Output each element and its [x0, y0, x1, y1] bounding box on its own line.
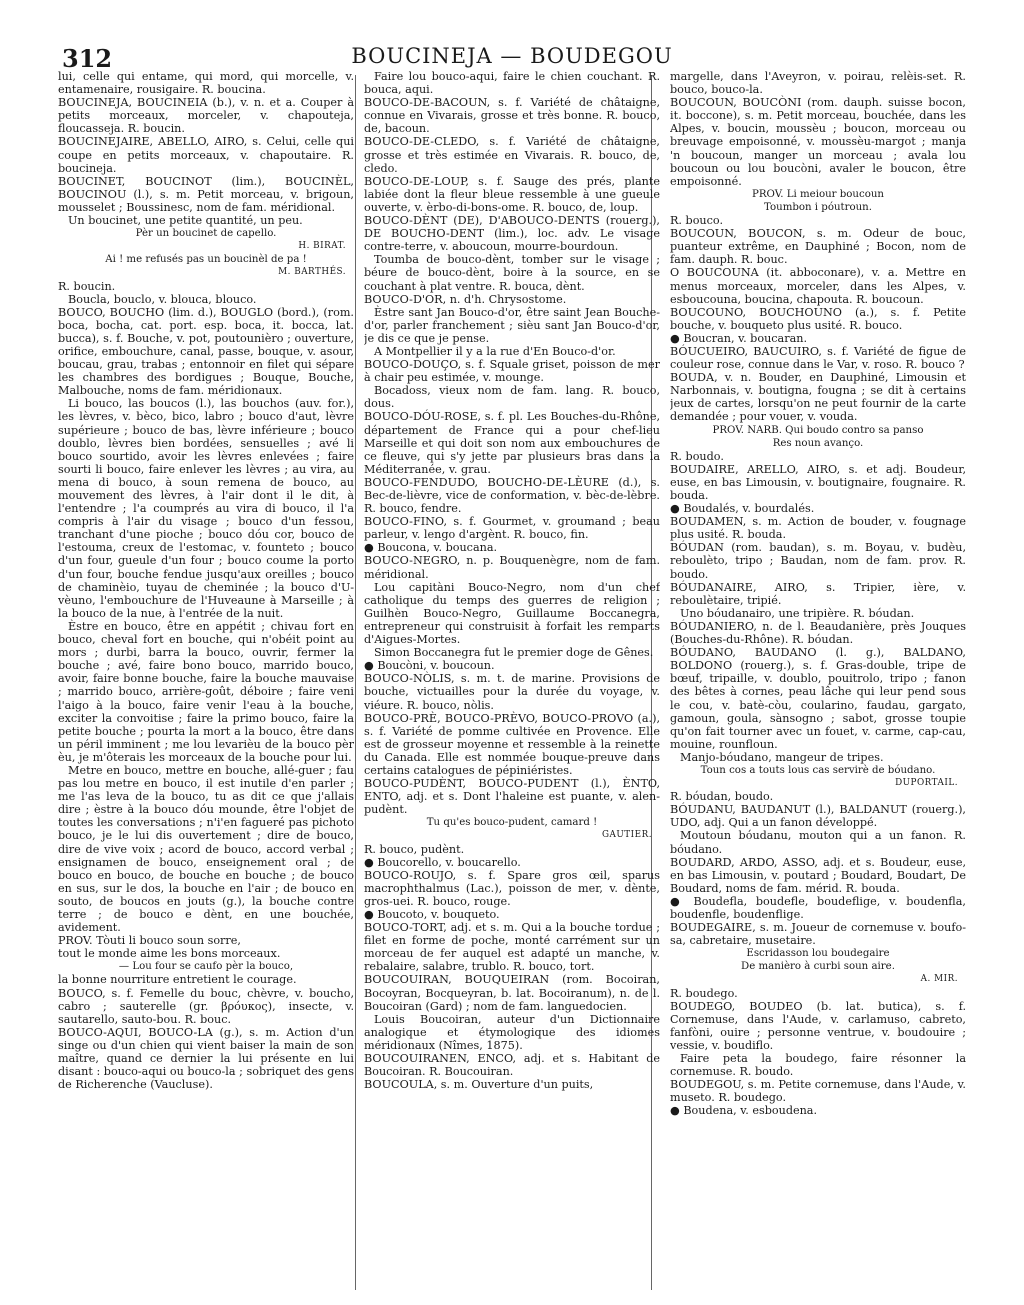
- dictionary-entry: BOUCO-TORT, adj. et s. m. Qui a la bouche tordue ; filet en forme de poche, monté carrément sur un morceau de fer auquel est adapté un manche, v. rebalaire, salabre, trublo. R. bouco, tort.: [364, 921, 660, 974]
- page-number: 312: [62, 44, 113, 73]
- dictionary-attribution: A. MIR.: [920, 974, 958, 985]
- column-middle: [364, 70, 660, 1298]
- dictionary-entry: BOUDA, v. n. Bouder, en Dauphiné, Limousin et Narbonnais, v. boutigna, fougna ; se dit à certains jeux de cartes, lorsqu'on ne peut fournir de la carte demandée ; pour vouer, v. vouda.: [670, 371, 966, 424]
- dictionary-entry: BOUCO-DE-CLEDO, s. f. Variété de châtaigne, grosse et très estimée en Vivarais. R. bouco, de, cledo.: [364, 135, 660, 175]
- dictionary-quote: PROV. NARB. Qui boudo contro sa panso: [712, 424, 924, 436]
- dictionary-entry: BOUCO-PRÈ, BOUCO-PRÈVO, BOUCO-PROVO (a.), s. f. Variété de pomme cultivée en Provence. Elle est de grosseur moyenne et ressemble à la reinette du Canada. Elle est nommée bouque-preuve dans certains catalogues de pépiniéristes.: [364, 711, 660, 777]
- dictionary-quote: De manièro à curbi soun aire.: [741, 961, 895, 973]
- dictionary-example: Uno bóudanairo, une tripière. R. bóudan.: [680, 606, 915, 620]
- dictionary-example: Lou capitàni Bouco-Negro, nom d'un chef catholique du temps des guerres de religion ; Guilhèn Bouco-Negro, Guillaume Boccanegra, entrepreneur qui construisit à forfait les remparts d'Aigues-Mortes.: [364, 580, 660, 647]
- dictionary-entry: BOUDEGAIRE, s. m. Joueur de cornemuse v. boufo-sa, cabretaire, musetaire.: [670, 921, 966, 948]
- dictionary-example: Toumba de bouco-dènt, tomber sur le visage ; béure de bouco-dènt, boire à la source, en se couchant à plat ventre. R. bouca, dènt.: [364, 253, 660, 293]
- dictionary-example: Bocadoss, vieux nom de fam. lang. R. bouco, dous.: [364, 384, 660, 411]
- dictionary-example: Manjo-bóudano, mangeur de tripes.: [680, 750, 884, 764]
- dictionary-entry: margelle, dans l'Aveyron, v. poirau, relèis-set. R. bouco, bouco-la.: [670, 70, 966, 97]
- dictionary-entry: BOUCO-DÈNT (DE), D'ABOUCO-DENTS (rouerg.), DE BOUCHO-DENT (lim.), loc. adv. Le visage contre-terre, v. aboucoun, mourre-bourdoun.: [364, 214, 660, 254]
- dictionary-entry: BÓUDANO, BAUDANO (l. g.), BALDANO, BOLDONO (rouerg.), s. f. Gras-double, tripe de bœuf, tripaille, v. doublo, pouitrolo, tripo ; fanon des bêtes à cornes, peau lâche qui leur pend sous le cou, v. batè-còu, coularino, faudau, gargato, gamoun, goula, sànsogno ; sabot, grosse toupie qu'on fait tourner avec un fouet, v. carme, cap-cau, mouine, rounfloun.: [670, 646, 966, 751]
- dictionary-entry: BOUCO-ROUJO, s. f. Spare gros œil, sparus macrophthalmus (Lac.), poisson de mer, v. dènte, gros-uei. R. bouco, rouge.: [364, 868, 660, 908]
- dictionary-entry: BOUCO-AQUI, BOUCO-LA (g.), s. m. Action d'un singe ou d'un chien qui vient baiser la main de son maître, quand ce dernier la lui présente en lui disant : bouco-aqui ou bouco-la ; sobriquet des gens de Richerenche (Vaucluse).: [58, 1025, 354, 1092]
- dictionary-entry: ● Boucona, v. boucana.: [364, 541, 498, 555]
- dictionary-cont: Boucla, bouclo, v. blouca, blouco.: [68, 292, 257, 306]
- dictionary-attribution: DUPORTAIL.: [895, 778, 958, 789]
- dictionary-entry: ● Boudefla, boudefle, boudeflige, v. boudenfla, boudenfle, boudenflige.: [670, 894, 966, 921]
- dictionary-example: Louis Boucoiran, auteur d'un Dictionnaire analogique et étymologique des idiomes méridionaux (Nîmes, 1875).: [364, 1012, 660, 1052]
- dictionary-attribution: GAUTIER.: [602, 830, 652, 841]
- column-right: [670, 70, 966, 1298]
- dictionary-entry: ● Boudena, v. esboudena.: [670, 1104, 818, 1118]
- dictionary-quote: Escridasson lou boudegaire: [746, 948, 890, 960]
- dictionary-entry: ● Boucòni, v. boucoun.: [364, 659, 495, 673]
- dictionary-quote: Toumbon i póutroun.: [764, 201, 872, 213]
- dictionary-entry: BOUCOUIRANEN, ENCO, adj. et s. Habitant de Boucoiran. R. Boucouiran.: [364, 1052, 660, 1079]
- dictionary-entry: BOUDAIRE, ARELLO, AIRO, s. et adj. Boudeur, euse, en bas Limousin, v. boutignaire, fougnaire. R. bouda.: [670, 462, 966, 502]
- dictionary-entry: O BOUCOUNA (it. abboconare), v. a. Mettre en menus morceaux, morceler, dans les Alpes, v. esboucouna, boucina, chapouta. R. boucoun.: [670, 266, 966, 306]
- dictionary-entry: BOUDARD, ARDO, ASSO, adj. et s. Boudeur, euse, en bas Limousin, v. poutard ; Boudard, Boudart, De Boudard, noms de fam. mérid. R. bouda.: [670, 855, 966, 895]
- dictionary-entry: R. bóudan, boudo.: [670, 790, 774, 804]
- dictionary-example: Faire peta la boudego, faire résonner la cornemuse. R. boudo.: [670, 1052, 966, 1079]
- dictionary-entry: R. boudego.: [670, 986, 738, 1000]
- dictionary-example: Metre en bouco, mettre en bouche, allé-guer ; fau pas lou metre en bouco, il est inutile d'en parler ; me l'as leva de la bouco, tu as dit ce que j'allais dire ; èstre à la bouco dóu mounde, être l'objet de toutes les conversations ; n'i'en fagueré pas pichoto bouco, je le lui dis ouvertement ; dire de bouco, dire de vive voix ; acord de bouco, accord verbal ; ensignamen de bouco, enseignement oral ; de bouco en bouco, de bouche en bouche ; de bouco en sus, sur le dos, la bouche en l'air ; de bouco en souto, de boucos en jouts (g.), la bouche contre terre ; de bouco e dènt, en une bouchée, avidement.: [58, 763, 354, 935]
- dictionary-entry: BOUCO-NEGRO, n. p. Bouquenègre, nom de fam. méridional.: [364, 554, 660, 581]
- dictionary-entry: BOUCO-DÓU-ROSE, s. f. pl. Les Bouches-du-Rhône, département de France qui a pour chef-lieu Marseille et qui doit son nom aux embouchures de ce fleuve, qui s'y jette par plusieurs bras dans la Méditerranée, v. grau.: [364, 410, 660, 476]
- dictionary-example: Li bouco, las boucos (l.), las bouchos (auv. for.), les lèvres, v. bèco, bico, labro ; bouco d'aut, lèvre supérieure ; bouco de bas, lèvre inférieure ; bouco doublo, lèvres bien bordées, sensuelles ; avé li bouco sourtido, avoir les lèvres enlevées ; faire sourti li bouco, faire enlever les lèvres ; au vira, au mena di bouco, à soun remena de bouco, au mouvement des lèvres, à l'air dont il le dit, à l'entendre ; l'a coumprés au vira di bouco, il l'a compris à l'air du visage ; bouco d'un fessou, tranchant d'une pioche ; bouco dóu cor, bouco de l'estouma, creux de l'estomac, v. founteto ; bouco d'un four, gueule d'un four ; bouco coume la porto d'un four, bouche fendue jusqu'aux oreilles ; bouco de chaminèio, tuyau de cheminée ; la bouco d'U-vèuno, l'embouchure de l'Huveaune à Marseille ; à la bouco de la nue, à l'entrée de la nuit.: [58, 397, 354, 620]
- dictionary-quote: Res noun avanço.: [772, 437, 864, 449]
- dictionary-entry: BOUCO-FINO, s. f. Gourmet, v. groumand ; beau parleur, v. lengo d'argènt. R. bouco, fin.: [364, 515, 660, 542]
- dictionary-entry: BOUCO-D'OR, n. d'h. Chrysostome.: [364, 292, 567, 306]
- dictionary-entry: BOUDEGO, BOUDEO (b. lat. butica), s. f. Cornemuse, dans l'Aude, v. carlamuso, cabreto, fanfòni, ouire ; personne ventrue, v. boudouire ; vessie, v. boudiflo.: [670, 999, 966, 1052]
- dictionary-entry: BOUCO, BOUCHO (lim. d.), BOUGLO (bord.), (rom. boca, bocha, cat. port. esp. boca, it. bocca, lat. bucca), s. f. Bouche, v. pot, poutounièro ; ouverture, orifice, embouchure, canal, passe, bouque, v. asour, boucau, grau, trabas ; entonnoir en filet qui sépare les chambres des bordigues ; Bouque, Bouche, Malbouche, noms de fam. méridionaux.: [58, 305, 354, 398]
- dictionary-quote: Ai ! me refusés pas un boucinèl de pa !: [105, 254, 307, 266]
- dictionary-entry: R. boudo.: [670, 449, 724, 463]
- dictionary-entry: la bonne nourriture entretient le courage.: [58, 973, 297, 987]
- dictionary-quote: Tu qu'es bouco-pudent, camard !: [426, 817, 598, 829]
- dictionary-entry: ● Boucorello, v. boucarello.: [364, 855, 521, 869]
- dictionary-entry: BÓUCUEIRO, BAUCUIRO, s. f. Variété de figue de couleur rose, connue dans le Var, v. roso. R. bouco ?: [670, 344, 966, 372]
- dictionary-entry: BÓUDANAIRE, AIRO, s. Tripier, ière, v. reboulètaire, tripié.: [670, 580, 966, 607]
- dictionary-attribution: H. BIRAT.: [298, 241, 346, 252]
- dictionary-entry: BÓUDANIERO, n. de l. Beaudanière, près Jouques (Bouches-du-Rhône). R. bóudan.: [670, 619, 966, 647]
- dictionary-entry: BÓUDAN (rom. baudan), s. m. Boyau, v. budèu, reboulèto, tripo ; Baudan, nom de fam. prov. R. boudo.: [670, 541, 966, 581]
- dictionary-entry: BOUCO-PUDÈNT, BOUCO-PUDENT (l.), ÈNTO, ENTO, adj. et s. Dont l'haleine est puante, v. alen-pudènt.: [364, 777, 660, 817]
- dictionary-entry: tout le monde aime les bons morceaux.: [58, 947, 281, 961]
- dictionary-entry: lui, celle qui entame, qui mord, qui morcelle, v. entamenaire, rousigaire. R. boucina.: [58, 70, 354, 97]
- dictionary-example: Èstre en bouco, être en appétit ; chivau fort en bouco, cheval fort en bouche, qui n'obéit point au mors ; durbi, barra la bouco, ouvrir, fermer la bouche ; avé, faire bono bouco, marrido bouco, avoir, faire bonne bouche, faire la bouche mauvaise ; marrido bouco, arrière-goût, déboire ; faire veni l'aigo à la bouco, faire venir l'eau à la bouche, exciter la convoitise ; faire la primo bouco, faire la petite bouche ; pourta la mort a la bouco, être dans un péril imminent ; me lou levarièu de la bouco pèr èu, je m'ôterais les morceaux de la bouche pour lui.: [58, 619, 354, 764]
- dictionary-entry: BOUDEGOU, s. m. Petite cornemuse, dans l'Aude, v. museto. R. boudego.: [670, 1078, 966, 1105]
- dictionary-entry: R. boucin.: [58, 279, 116, 293]
- dictionary-entry: BOUCOUIRAN, BOUQUEIRAN (rom. Bocoiran, Bocoyran, Bocqueyran, b. lat. Bocoiranum), n. de l. Boucoiran (Gard) ; nom de fam. languedocien.: [364, 973, 660, 1013]
- dictionary-entry: BOUCOULA, s. m. Ouverture d'un puits,: [364, 1078, 594, 1092]
- dictionary-entry: BOUCOUN, BOUCÒNI (rom. dauph. suisse bocon, it. boccone), s. m. Petit morceau, bouchée, dans les Alpes, v. boucin, moussèu ; boucon, morceau ou breuvage empoisonné, v. moussèu-margot ; manja 'n boucoun, manger un morceau ; avala lou boucoun ou lou boucòni, avaler le boucon, être empoisonné.: [670, 96, 966, 188]
- dictionary-entry: ● Boucoto, v. bouqueto.: [364, 908, 500, 921]
- dictionary-example: Simon Boccanegra fut le premier doge de Gênes.: [374, 646, 654, 660]
- dictionary-entry: R. bouco.: [670, 214, 723, 228]
- dictionary-example: Un boucinet, une petite quantité, un peu.: [68, 214, 303, 228]
- dictionary-entry: BOUDAMEN, s. m. Action de bouder, v. fougnage plus usité. R. bouda.: [670, 515, 966, 542]
- dictionary-attribution: M. BARTHÉS.: [278, 267, 346, 278]
- dictionary-example: Moutoun bóudanu, mouton qui a un fanon. R. bóudano.: [670, 829, 966, 856]
- dictionary-entry: BOUCOUNO, BOUCHOUNO (a.), s. f. Petite bouche, v. bouqueto plus usité. R. bouco.: [670, 305, 966, 332]
- dictionary-columns: [58, 70, 966, 1298]
- dictionary-entry: BOUCO-NÒLIS, s. m. t. de marine. Provisions de bouche, victuailles pour la durée du voyage, v. viéure. R. bouco, nòlis.: [364, 672, 660, 712]
- dictionary-proverb: PROV. Tòuti li bouco soun sorre,: [58, 934, 241, 948]
- dictionary-entry: R. bouco, pudènt.: [364, 842, 465, 856]
- dictionary-example: Èstre sant Jan Bouco-d'or, être saint Jean Bouche-d'or, parler franchement ; sièu sant Jan Bouco-d'or, je dis ce que je pense.: [364, 305, 660, 345]
- dictionary-example: A Montpellier il y a la rue d'En Bouco-d'or.: [374, 344, 616, 358]
- dictionary-entry: BOUCINEJA, BOUCINEIA (b.), v. n. et a. Couper à petits morceaux, morceler, v. chapouteja, floucasseja. R. boucin.: [58, 96, 354, 136]
- dictionary-entry: BOUCO-DE-BACOUN, s. f. Variété de châtaigne, connue en Vivarais, grosse et très bonne. R. bouco, de, bacoun.: [364, 96, 660, 136]
- dictionary-example: Faire lou bouco-aqui, faire le chien couchant. R. bouca, aqui.: [364, 70, 660, 97]
- dictionary-entry: ● Boucran, v. boucaran.: [670, 331, 808, 345]
- dictionary-entry: BÓUDANU, BAUDANUT (l.), BALDANUT (rouerg.), UDO, adj. Qui a un fanon développé.: [670, 803, 966, 830]
- dictionary-entry: BOUCINET, BOUCINOT (lim.), BOUCINÈL, BOUCINOU (l.), s. m. Petit morceau, v. brigoun, mousselet ; Boussinesc, nom de fam. méridional.: [58, 174, 354, 214]
- dictionary-quote: PROV. Li meiour boucoun: [752, 188, 884, 200]
- dictionary-entry: BOUCOUN, BOUCON, s. m. Odeur de bouc, puanteur extrême, en Dauphiné ; Bocon, nom de fam. dauph. R. bouc.: [670, 227, 966, 267]
- dictionary-quote: — Lou four se caufo pèr la bouco,: [118, 961, 294, 973]
- running-head: BOUCINEJA — BOUDEGOU: [351, 44, 673, 68]
- dictionary-quote: Toun cos a touts lous cas servirè de bóudano.: [700, 764, 936, 776]
- dictionary-entry: ● Boudalés, v. bourdalés.: [670, 502, 815, 516]
- dictionary-entry: BOUCINEJAIRE, ABELLO, AIRO, s. Celui, celle qui coupe en petits morceaux, v. chapoutaire. R. boucineja.: [58, 135, 354, 175]
- dictionary-quote: Pèr un boucinet de capello.: [135, 228, 277, 240]
- dictionary-entry: BOUCO-FENDUDO, BOUCHO-DE-LÈURE (d.), s. Bec-de-lièvre, vice de conformation, v. bèc-de-lèbre. R. bouco, fendre.: [364, 475, 660, 516]
- dictionary-entry: BOUCO-DE-LOUP, s. f. Sauge des prés, plante labiée dont la fleur bleue ressemble à une gueule ouverte, v. èrbo-di-bons-ome. R. bouco, de, loup.: [364, 174, 660, 214]
- dictionary-entry: BOUCO-DOUÇO, s. f. Squale griset, poisson de mer à chair peu estimée, v. mounge.: [364, 358, 660, 385]
- column-left: [58, 70, 354, 1298]
- dictionary-entry: BOUCO, s. f. Femelle du bouc, chèvre, v. boucho, cabro ; sauterelle (gr. βρόυκος), insecte, v. sautarello, sauto-bou. R. bouc.: [58, 986, 354, 1026]
